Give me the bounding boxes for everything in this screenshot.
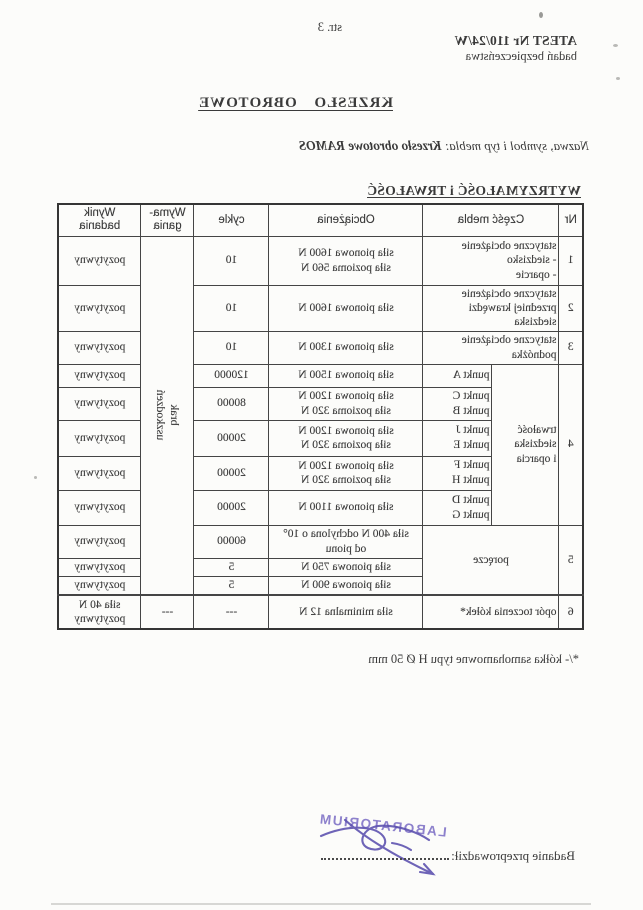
table-row	[58, 525, 583, 558]
row2-part: statyczne obciążenie przedniej krawędzi siedziska	[423, 285, 559, 331]
row5b-result: pozytywny	[58, 558, 141, 576]
table-row	[58, 331, 583, 364]
row3-part: statyczne obciążenie podnóżka	[423, 331, 559, 364]
row5a-result: pozytywny	[58, 525, 141, 558]
row6-result: siła 40 N pozytywny	[58, 595, 141, 629]
row6-part: opór toczenia kółek*	[423, 595, 559, 629]
row4b-points: punkt C punkt B	[423, 387, 492, 420]
name-line-prefix: Nazwa, symbol i typ mebla:	[441, 138, 589, 153]
dotted-signature-line	[321, 845, 449, 860]
row6-requirement: ---	[141, 595, 194, 629]
row2-nr: 2	[559, 285, 583, 331]
row1-loads: siła pionowa 1600 N siła pozioma 560 N	[269, 236, 423, 285]
furniture-name: Krzesło obrotowe RAMOS	[298, 138, 442, 153]
row4c-result: pozytywny	[58, 420, 141, 456]
requirement-rotated-text: brak uszkodzeń	[154, 389, 183, 441]
row4b-result: pozytywny	[58, 387, 141, 420]
page-number: str. 3	[317, 20, 342, 34]
scan-artifact-line	[51, 903, 591, 905]
row4-nr: 4	[559, 364, 583, 525]
table-row	[58, 285, 583, 331]
col-header-load: Obciążenia	[269, 204, 423, 236]
col-header-nr: Nr	[559, 204, 583, 236]
row4a-result: pozytywny	[58, 364, 141, 387]
scan-speck	[613, 44, 618, 47]
row4d-points: punkt F punkt H	[423, 456, 492, 490]
scan-speck	[539, 12, 543, 18]
footer-label: Badanie przeprowadził:	[451, 848, 575, 863]
row4c-points: punkt J punkt E	[423, 420, 492, 456]
row4b-loads: siła pionowa 1200 N siła pozioma 320 N	[269, 387, 423, 420]
col-header-part: Część mebla	[423, 204, 559, 236]
table-footnote: */- kółka samohamowne typu H Ø 50 mm	[368, 652, 579, 666]
table-row	[58, 236, 583, 285]
row4d-result: pozytywny	[58, 456, 141, 490]
row2-result: pozytywny	[58, 285, 141, 331]
col-header-result: Wynik badania	[58, 204, 141, 236]
furniture-name-line	[299, 138, 589, 154]
footer-signature-line	[321, 845, 575, 864]
row3-cycles: 10	[194, 331, 269, 364]
row1-nr: 1	[559, 236, 583, 285]
table-row	[58, 595, 583, 629]
col-header-requirements: Wyma- gania	[141, 204, 194, 236]
atest-subtitle: badań bezpieczeństwa	[465, 49, 577, 64]
row5a-cycles: 60000	[194, 525, 269, 558]
scan-speck	[34, 476, 37, 479]
atest-number: ATEST Nr 110/24/W	[454, 33, 577, 48]
row4a-points: punkt A	[423, 364, 492, 387]
row3-loads: siła pionowa 1300 N	[269, 331, 423, 364]
row5a-loads: siła 400 N odchylona o 10° od pionu	[269, 525, 423, 558]
row5c-cycles: 5	[194, 576, 269, 595]
row4e-points: punkt D punkt G	[423, 490, 492, 525]
table-header-row	[58, 204, 583, 236]
row4d-cycles: 20000	[194, 456, 269, 490]
row4-part: trwałość siedziska i oparcia	[492, 364, 559, 525]
row6-nr: 6	[559, 595, 583, 629]
row4e-loads: siła pionowa 1100 N	[269, 490, 423, 525]
row5b-cycles: 5	[194, 558, 269, 576]
row3-result: pozytywny	[58, 331, 141, 364]
row2-loads: siła pionowa 1600 N	[269, 285, 423, 331]
requirements-merged-cell	[141, 236, 194, 595]
document-title: KRZESŁO OBROTOWE	[198, 95, 393, 111]
row4c-loads: siła pionowa 1200 N siła pozioma 320 N	[269, 420, 423, 456]
row1-part: statyczne obciążenie - siedzisko - oparcie	[423, 236, 559, 285]
document-header	[454, 33, 577, 64]
row5-nr: 5	[559, 525, 583, 595]
col-header-cycles: cykle	[194, 204, 269, 236]
row4e-cycles: 20000	[194, 490, 269, 525]
row5c-loads: siła pionowa 900 N	[269, 576, 423, 595]
row3-nr: 3	[559, 331, 583, 364]
section-heading: WYTRZYMAŁOŚĆ i TRWAŁOŚĆ	[367, 183, 581, 198]
row2-cycles: 10	[194, 285, 269, 331]
test-results-table	[57, 203, 584, 630]
row6-cycles: ---	[194, 595, 269, 629]
table-row	[58, 364, 583, 387]
row4d-loads: siła pionowa 1200 N siła pozioma 320 N	[269, 456, 423, 490]
row5c-result: pozytywny	[58, 576, 141, 595]
row4b-cycles: 80000	[194, 387, 269, 420]
row5b-loads: siła pionowa 750 N	[269, 558, 423, 576]
row4e-result: pozytywny	[58, 490, 141, 525]
row4a-cycles: 120000	[194, 364, 269, 387]
row1-cycles: 10	[194, 236, 269, 285]
row4a-loads: siła pionowa 1500 N	[269, 364, 423, 387]
row6-loads: siła minimalna 12 N	[269, 595, 423, 629]
scan-speck	[616, 77, 620, 80]
row5-part: poręcze	[423, 525, 559, 595]
row4c-cycles: 20000	[194, 420, 269, 456]
row1-result: pozytywny	[58, 236, 141, 285]
laboratory-stamp: LABORATORIUM	[317, 811, 448, 840]
